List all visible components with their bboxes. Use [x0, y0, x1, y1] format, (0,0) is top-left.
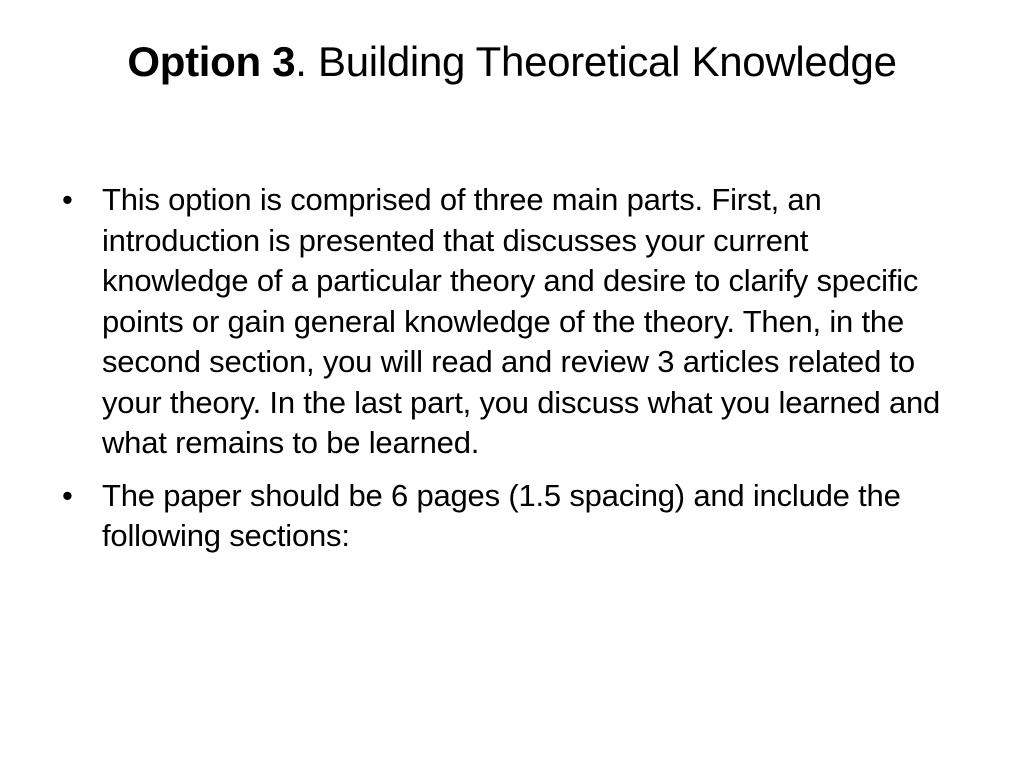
bullet-text: The paper should be 6 pages (1.5 spacing) and include the following sections:: [102, 477, 901, 553]
title-rest-part: . Building Theoretical Knowledge: [295, 38, 897, 85]
bullet-item: [62, 476, 962, 557]
title-bold-part: Option 3: [127, 38, 296, 85]
bullet-list: [62, 180, 962, 569]
bullet-text: This option is comprised of three main parts. First, an introduction is presented that discusses your current knowledge of a particular theory and desire to clarify specific points or gain general knowledge of the theory. Then, in the second section, you will read and review 3 articles related to your theory. In the last part, you discuss what you learned and what remains to be learned.: [102, 182, 941, 460]
bullet-dot-icon: •: [62, 477, 73, 513]
slide-title: [60, 34, 964, 90]
bullet-dot-icon: •: [62, 182, 73, 217]
bullet-item: [62, 180, 962, 464]
